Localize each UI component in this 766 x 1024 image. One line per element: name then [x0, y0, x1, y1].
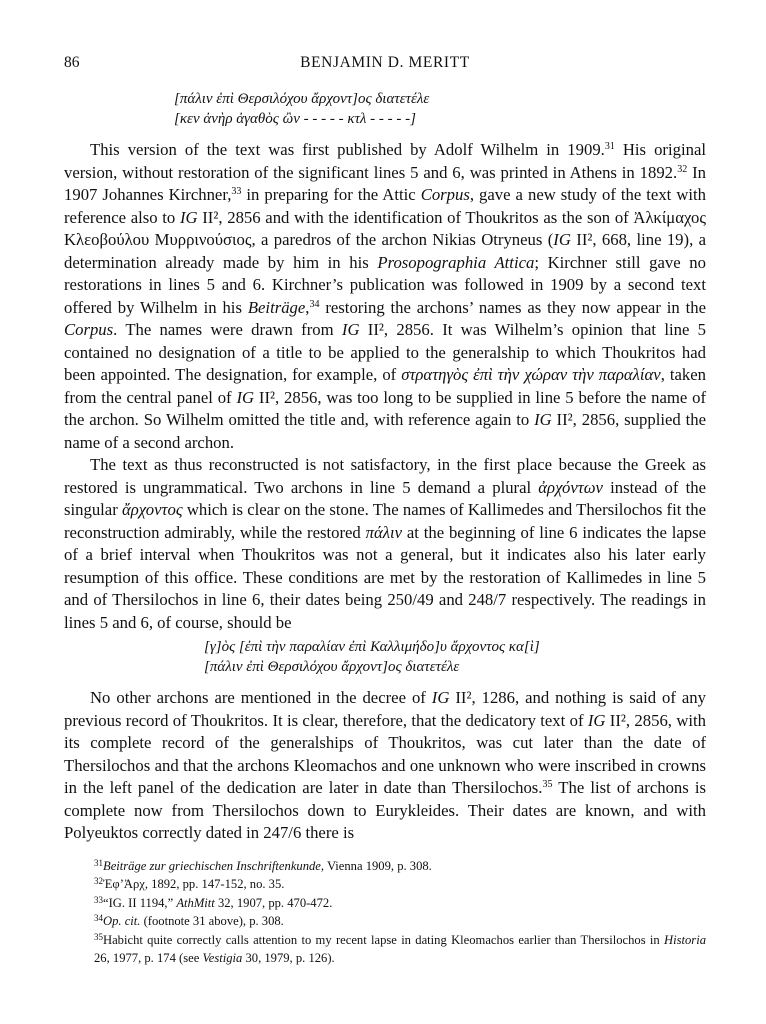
greek-word: ἀρχόντων	[538, 477, 603, 497]
epigraph-mid	[204, 637, 706, 677]
italic-prosopographia: Prosopographia Attica	[377, 252, 535, 272]
text-run: II², 2856, was too long to be supplied in line 5 before the name of the archon. So Wilhelm omitted the title and, with reference again to	[64, 387, 706, 429]
text-run: in preparing for the Attic	[241, 185, 421, 204]
footnote-number: 34	[94, 913, 103, 923]
text-run: This version of the text was first published by Adolf Wilhelm in 1909.	[90, 140, 605, 159]
footnote-32	[94, 875, 706, 894]
footnote-opcit: Op. cit.	[103, 914, 141, 928]
text-run: , gave a new study of the text with reference also to	[64, 185, 706, 227]
epigraph-line: [πάλιν ἐπὶ Θερσιλόχου ἄρχοντ]ος διατετέλε	[174, 91, 430, 107]
text-run: , 2856 and with the identification of Thoukritos as the son of Ἀλκίμαχος Κλεοβούλου Μυρρινούσιος, a paredros of the archon Nikias Otryneus (	[64, 207, 706, 249]
text-run: No other archons are mentioned in the decree of	[90, 688, 432, 707]
footnote-text: Habicht quite correctly calls attention to my recent lapse in dating Kleomachos earlier than Thersilochos in	[103, 932, 664, 947]
epigraph-top	[174, 89, 706, 129]
epigraph-line: [γ]ὸς [ἐπὶ τὴν παραλίαν ἐπὶ Καλλιμήδο]υ ἄρχοντος κα[ὶ]	[204, 639, 540, 655]
footnote-text: (footnote 31 above), p. 308.	[140, 914, 284, 928]
italic-ig: IG	[341, 320, 360, 339]
footnote-number: 33	[94, 894, 103, 905]
paragraph-2	[64, 454, 706, 634]
footnote-text: , Vienna 1909, p. 308.	[320, 858, 432, 873]
footnote-text: 32, 1907, pp. 470-472.	[214, 895, 333, 910]
italic-ig: IG	[179, 207, 198, 227]
footnote-number: 32	[94, 876, 103, 886]
text-run: II², 2856. It was Wilhelm’s opinion that line 5 contained no designation of a title to be applied to the generalship to which Thoukritos had been appointed. The designation, for example, of	[64, 320, 706, 384]
footnotes	[94, 857, 706, 968]
text-run: II², 2856, supplied the name of a second archon.	[64, 410, 706, 452]
italic-corpus: Corpus	[64, 320, 114, 339]
page	[64, 54, 706, 968]
footnote-text: Ἐφ’Ἀρχ, 1892, pp. 147-152, no. 35.	[103, 877, 285, 891]
footnote-number: 31	[94, 857, 103, 868]
footnote-number: 35	[94, 931, 103, 942]
text-run: ; Kirchner still gave no restorations in lines 5 and 6. Kirchner’s publication was followed in 1909 by a second text offered by Wilhelm in his	[64, 252, 706, 317]
footnote-ref-31[interactable]: 31	[604, 141, 615, 152]
italic-ig: IG	[553, 230, 571, 249]
text-run: In 1907 Johannes Kirchner,	[64, 162, 706, 204]
text-run: at the beginning of line 6 indicates the lapse of a brief interval when Thoukritos was not a general, but it indicates also his later early resumption of this office. These conditions are met by the restoration of Kallimedes in line 5 and of Thersilochos in line 6, their dates being 250/49 and 248/7 respectively. The readings in lines 5 and 6, of course, should be	[64, 522, 706, 632]
italic-corpus: Corpus	[420, 185, 470, 204]
text-run: instead of the singular	[64, 477, 706, 519]
epigraph-line: [κεν ἀνὴρ ἀγαθὸς ὢν - - - - - κτλ - - - - -]	[174, 111, 416, 127]
text-run: The list of archons is complete now from Thersilochos down to Eurykleides. Their dates are known, and with Polyeuktos correctly dated in 247/6 there is	[64, 778, 706, 842]
paragraph-1	[64, 139, 706, 454]
page-number: 86	[64, 54, 80, 71]
text-run: ,	[305, 297, 310, 317]
greek-word: πάλιν	[365, 522, 402, 542]
footnote-ref-34[interactable]: 34	[309, 298, 320, 310]
italic-ig: IG	[534, 410, 552, 429]
italic-ig: IG	[587, 710, 606, 730]
footnote-title: Beiträge zur griechischen Inschriftenkunde	[103, 858, 321, 873]
text-run: which is clear on the stone. The names of Kallimedes and Thersilochos fit the reconstruction admirably, while the restored	[64, 500, 706, 542]
text-run: His original version, without restoration of the significant lines 5 and 6, was printed in Athens in 1892.	[64, 140, 706, 182]
footnote-ref-33[interactable]: 33	[231, 186, 242, 197]
running-head: BENJAMIN D. MERITT	[300, 54, 470, 71]
footnote-31	[94, 857, 706, 876]
footnote-text: 30, 1979, p. 126).	[242, 951, 335, 965]
text-run: . The names were drawn from	[113, 320, 342, 339]
footnote-journal: Historia	[664, 932, 706, 947]
footnote-ref-35[interactable]: 35	[542, 779, 553, 790]
text-run: II², 668, line 19), a determination already made by him in his	[64, 230, 706, 272]
italic-ig: IG	[236, 387, 255, 407]
paragraph-3	[64, 687, 706, 845]
footnote-text: “IG. II 1194,”	[103, 895, 177, 910]
footnote-journal: AthMitt	[176, 895, 215, 910]
text-run: II², 2856, with its complete record of the generalships of Thoukritos, was cut later than the date of Thersilochos and that the archons Kleomachos and one unknown who were inscribed in crowns in the left panel of the dedication are later in date than Thersilochos.	[64, 710, 706, 797]
footnote-journal: Vestigia	[202, 951, 243, 965]
italic-beitraege: Beiträge	[247, 297, 306, 317]
italic-ig: IG	[431, 688, 450, 707]
footnote-33	[94, 894, 706, 913]
text-run: , taken from the central panel of	[64, 365, 707, 407]
footnote-ref-32[interactable]: 32	[677, 163, 688, 175]
greek-word: ἄρχοντος	[122, 500, 183, 519]
text-run: II²	[197, 207, 219, 227]
footnote-text: 26, 1977, p. 174 (see	[94, 951, 203, 965]
footnote-34	[94, 912, 706, 931]
page-header	[64, 54, 706, 76]
text-run: II², 1286, and nothing is said of any previous record of Thoukritos. It is clear, therefore, that the dedicatory text of	[64, 688, 706, 730]
text-run: restoring the archons’ names as they now appear in the	[319, 297, 706, 317]
greek-phrase: στρατηγὸς ἐπὶ τὴν χώραν τὴν παραλίαν	[401, 365, 661, 384]
footnote-35	[64, 931, 706, 968]
epigraph-line: [πάλιν ἐπὶ Θερσιλόχου ἄρχοντ]ος διατετέλε	[204, 659, 460, 675]
text-run: The text as thus reconstructed is not satisfactory, in the first place because the Greek as restored is ungrammatical. Two archons in line 5 demand a plural	[64, 455, 706, 497]
